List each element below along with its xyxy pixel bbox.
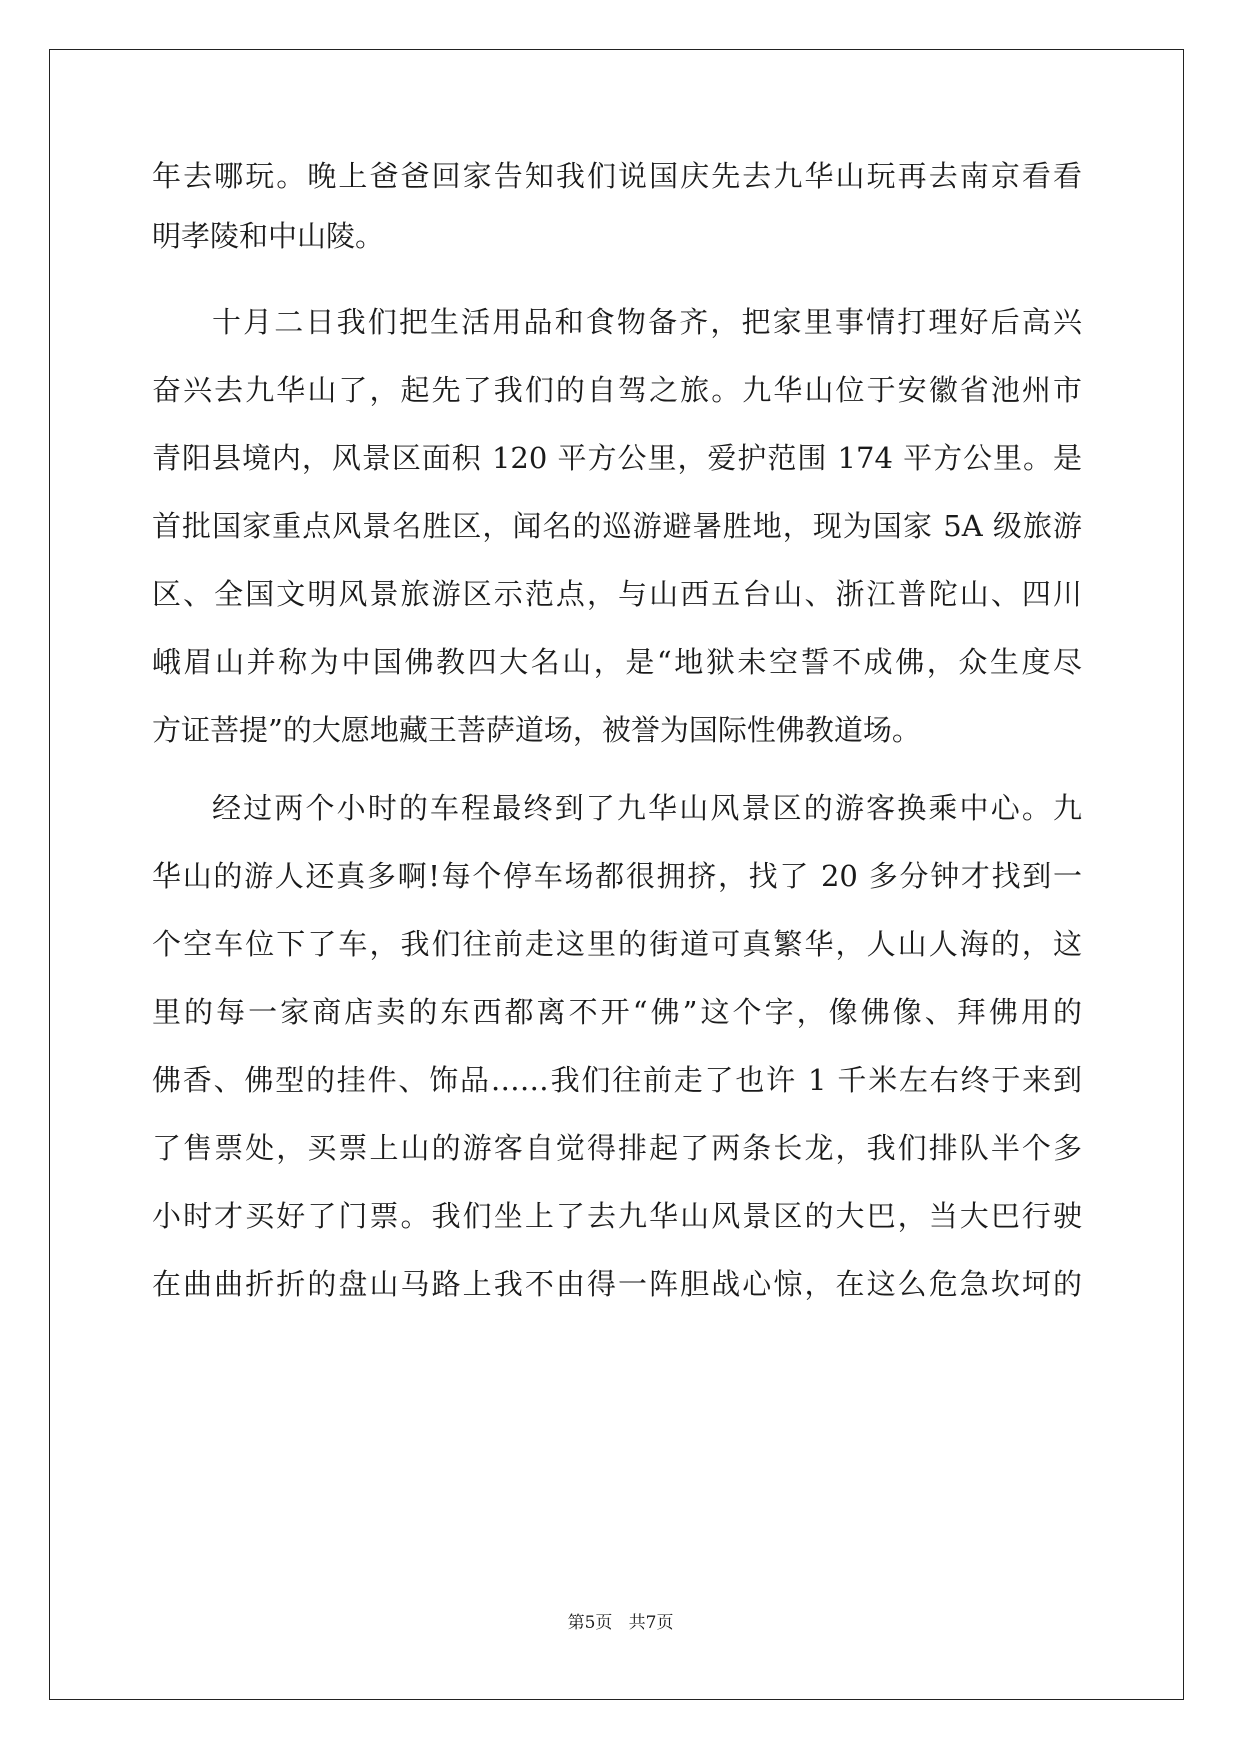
text-line: 个空车位下了车，我们往前走这里的街道可真繁华，人山人海的，这 (152, 927, 1082, 961)
total-suffix: 页 (656, 1613, 674, 1633)
text-line: 里的每一家商店卖的东西都离不开“佛”这个字，像佛像、拜佛用的 (152, 995, 1082, 1029)
total-prefix: 共 (628, 1613, 646, 1633)
page-prefix: 第 (567, 1613, 585, 1633)
text-line: 年去哪玩。晚上爸爸回家告知我们说国庆先去九华山玩再去南京看看 (152, 159, 1082, 193)
text-line: 十月二日我们把生活用品和食物备齐，把家里事情打理好后高兴 (212, 305, 1082, 339)
text-line: 青阳县境内，风景区面积 120 平方公里，爱护范围 174 平方公里。是 (152, 441, 1082, 475)
total-pages: 7 (645, 1613, 657, 1633)
text-line: 明孝陵和中山陵。 (152, 219, 385, 253)
page-number: 5 (584, 1613, 596, 1633)
text-line: 在曲曲折折的盘山马路上我不由得一阵胆战心惊，在这么危急坎坷的 (152, 1267, 1082, 1301)
text-line: 奋兴去九华山了，起先了我们的自驾之旅。九华山位于安徽省池州市 (152, 373, 1082, 407)
text-line: 经过两个小时的车程最终到了九华山风景区的游客换乘中心。九 (212, 791, 1082, 825)
text-line: 小时才买好了门票。我们坐上了去九华山风景区的大巴，当大巴行驶 (152, 1199, 1082, 1233)
text-line: 区、全国文明风景旅游区示范点，与山西五台山、浙江普陀山、四川 (152, 577, 1082, 611)
text-line: 佛香、佛型的挂件、饰品……我们往前走了也许 1 千米左右终于来到 (152, 1063, 1082, 1097)
text-line: 华山的游人还真多啊!每个停车场都很拥挤，找了 20 多分钟才找到一 (152, 859, 1082, 893)
text-line: 峨眉山并称为中国佛教四大名山，是“地狱未空誓不成佛，众生度尽 (152, 645, 1082, 679)
text-line: 方证菩提”的大愿地藏王菩萨道场，被誉为国际性佛教道场。 (152, 713, 921, 747)
text-line: 了售票处，买票上山的游客自觉得排起了两条长龙，我们排队半个多 (152, 1131, 1082, 1165)
page-footer (0, 1612, 1241, 1634)
page-suffix: 页 (595, 1613, 613, 1633)
text-line: 首批国家重点风景名胜区，闻名的巡游避暑胜地，现为国家 5A 级旅游 (152, 509, 1082, 543)
